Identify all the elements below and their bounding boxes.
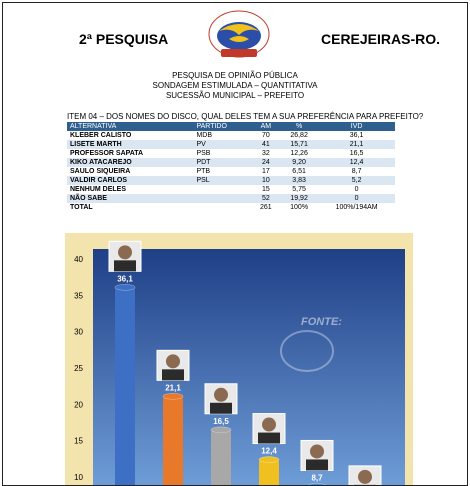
table-cell: PTB — [196, 168, 211, 175]
y-tick-label: 15 — [74, 436, 83, 446]
table-row — [67, 140, 395, 149]
table-cell — [193, 203, 251, 212]
table-cell: 0 — [318, 194, 395, 203]
candidate-photo — [157, 350, 189, 380]
table-cell: PDT — [193, 158, 251, 167]
table-cell: 15 — [261, 186, 270, 193]
table-cell: 21,1 — [318, 140, 395, 149]
city-title: CEREJEIRAS-RO. — [321, 31, 441, 47]
results-table — [67, 122, 395, 212]
table-cell: 17 — [261, 168, 270, 175]
table-cell: 12,4 — [318, 158, 395, 167]
table-cell: 36,1 — [349, 132, 364, 139]
table-cell: 100%/194AM — [335, 204, 378, 211]
bar-value-label: 21,1 — [165, 383, 181, 393]
table-row — [67, 149, 395, 158]
table-cell: NENHUM DELES — [70, 186, 127, 193]
table-cell: 32 — [261, 150, 270, 157]
y-tick-label: 35 — [74, 291, 83, 301]
table-cell: 19,92 — [280, 194, 318, 203]
col-header: % — [280, 122, 318, 131]
bar-cap — [163, 393, 183, 399]
col-header: ALTERNATIVA — [67, 122, 193, 131]
bar-value-label: 8,7 — [311, 473, 323, 483]
bar — [211, 430, 231, 486]
y-tick-label: 10 — [74, 473, 83, 482]
table-row — [67, 176, 395, 185]
table-cell: PROFESSOR SAPATA — [70, 150, 144, 157]
col-header: PARTIDO — [193, 122, 251, 131]
bar — [259, 460, 279, 486]
table-cell: PSB — [196, 150, 211, 157]
source-watermark: FONTE: — [301, 316, 342, 328]
table-cell: 0 — [354, 186, 359, 193]
table-cell: 52 — [252, 194, 280, 203]
table-cell: 9,20 — [280, 158, 318, 167]
table-cell: 41 — [252, 140, 280, 149]
table-cell: 261 — [260, 204, 272, 211]
table-cell: NÃO SABE — [67, 194, 193, 203]
table-cell — [193, 185, 251, 194]
col-header: IVD — [318, 122, 395, 131]
table-row — [67, 131, 395, 140]
table-cell: 6,51 — [292, 168, 306, 175]
table-cell: KIKO ATACAREJO — [67, 158, 193, 167]
table-row — [67, 185, 395, 194]
bar — [163, 396, 183, 486]
table-cell: 100% — [290, 204, 309, 211]
page — [2, 2, 468, 486]
table-cell: PV — [193, 140, 251, 149]
survey-edition-title: 2ª PESQUISA — [79, 31, 169, 47]
table-cell: 3,83 — [280, 176, 318, 185]
bar-value-label: 12,4 — [261, 446, 277, 456]
y-tick-label: 20 — [74, 400, 83, 410]
bar-value-label: 36,1 — [117, 274, 133, 284]
candidate-photo — [109, 241, 141, 271]
candidate-photo — [349, 466, 381, 486]
survey-method-line: SONDAGEM ESTIMULADA – QUANTITATIVA — [152, 81, 318, 90]
table-cell: KLEBER CALISTO — [70, 132, 132, 139]
table-cell: 24 — [252, 158, 280, 167]
bar-cap — [115, 284, 135, 290]
table-row — [67, 167, 395, 176]
table-cell: 8,7 — [351, 168, 362, 175]
table-cell: 26,82 — [290, 132, 308, 139]
y-tick-label: 40 — [74, 255, 83, 264]
institute-logo — [207, 9, 271, 59]
table-cell: 12,26 — [290, 150, 308, 157]
plot-area — [93, 249, 405, 486]
table-row — [67, 194, 395, 203]
table-cell: SAULO SIQUEIRA — [70, 168, 131, 175]
table-cell — [193, 194, 251, 203]
col-header: AM — [252, 122, 280, 131]
candidate-photo — [301, 440, 333, 470]
bar-value-label: 16,5 — [213, 416, 229, 426]
ivd-bar-chart — [65, 233, 413, 486]
table-cell: 5,2 — [318, 176, 395, 185]
table-cell: 16,5 — [349, 150, 364, 157]
table-cell: 15,71 — [280, 140, 318, 149]
survey-type-line: PESQUISA DE OPINIÃO PÚBLICA — [172, 71, 298, 80]
y-tick-label: 25 — [74, 364, 83, 373]
table-cell: TOTAL — [70, 204, 93, 211]
bar-cap — [211, 427, 231, 433]
table-cell: MDB — [196, 132, 213, 139]
y-tick-label: 30 — [74, 327, 83, 337]
table-row — [67, 158, 395, 167]
chart-panel — [65, 233, 413, 486]
table-cell: VALDIR CARLOS — [67, 176, 193, 185]
candidate-photo — [253, 414, 285, 444]
bar-cap — [259, 457, 279, 463]
table-cell: LISETE MARTH — [67, 140, 193, 149]
bar — [115, 287, 135, 486]
table-cell: PSL — [193, 176, 251, 185]
survey-subject-line: SUCESSÃO MUNICIPAL – PREFEITO — [165, 91, 305, 100]
table-row — [67, 203, 395, 212]
table-cell: 10 — [252, 176, 280, 185]
candidate-photo — [205, 384, 237, 414]
question-text: ITEM 04 – DOS NOMES DO DISCO, QUAL DELES TEM A SUA PREFERÊNCIA PARA PREFEITO? — [67, 112, 424, 121]
table-cell: 5,75 — [292, 186, 306, 193]
results-table-header — [67, 122, 395, 131]
table-cell: 70 — [261, 132, 270, 139]
